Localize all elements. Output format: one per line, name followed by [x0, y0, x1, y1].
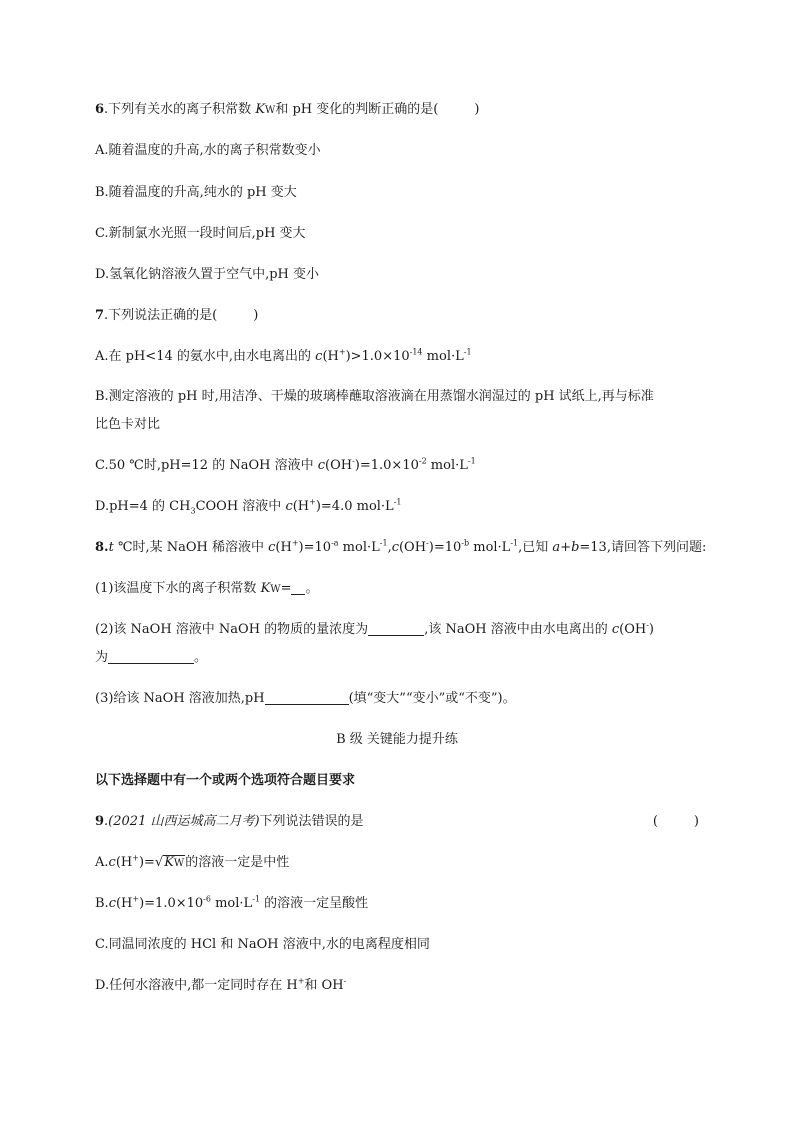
section-note: 以下选择题中有一个或两个选项符合题目要求 [95, 773, 356, 788]
answer-blank[interactable] [368, 621, 424, 636]
q7-option-b-line2: 比色卡对比 [95, 417, 161, 432]
q6-option-a: A.随着温度的升高,水的离子积常数变小 [95, 143, 321, 158]
answer-blank[interactable] [108, 649, 194, 664]
q6-stem: 6.下列有关水的离子积常数 KW和 pH 变化的判断正确的是( ) [95, 102, 480, 117]
q9-stem: 9.(2021 山西运城高二月考)下列说法错误的是 ( ) [95, 814, 699, 829]
q6-option-b: B.随着温度的升高,纯水的 pH 变大 [95, 185, 297, 200]
q9-option-a: A.c(H+)=√KW的溶液一定是中性 [95, 853, 290, 870]
q7-option-c: C.50 ℃时,pH=12 的 NaOH 溶液中 $c(OH^-)=1.0\times 10^{-2}$ $mol\cdot L^{-1}$ [95, 456, 476, 473]
q8-part-2-cont: 为 。 [95, 650, 208, 665]
q6-option-d: D.氢氧化钠溶液久置于空气中,pH 变小 [95, 267, 320, 282]
section-title: B 级 关键能力提升练 [336, 732, 458, 747]
q6-option-c: C.新制氯水光照一段时间后,pH 变大 [95, 226, 306, 241]
q8-stem: 8.t ℃时,某 NaOH 稀溶液中 $c(H^+)=10^{-a}$ $mol\cdot L^{-1},c(OH^-)=10^{-b}$ $mol\cdot L^{-1}$,已知 a+b=13,请回答下列问题: [95, 538, 707, 555]
q9-option-b: $B.c(H^+)=1.0\times 10^{-6}$ $mol\cdot L^{-1}$ 的溶液一定呈酸性 [95, 894, 369, 911]
sqrt-icon: √ [154, 855, 164, 870]
q9-option-d: D.任何水溶液中,都一定同时存在 H+和 OH- [95, 976, 347, 993]
q8-part-2: (2)该 NaOH 溶液中 NaOH 的物质的量浓度为 ,该 NaOH 溶液中由水电离出的 c(OH-) [95, 620, 654, 637]
answer-blank[interactable] [291, 580, 305, 595]
q8-part-3: (3)给该 NaOH 溶液加热,pH (填“变大”“变小”或“不变”)。 [95, 691, 516, 706]
q9-option-c: C.同温同浓度的 HCl 和 NaOH 溶液中,水的电离程度相同 [95, 937, 430, 952]
q8-part-1: (1)该温度下水的离子积常数 KW= 。 [95, 581, 319, 596]
q7-stem: 7.下列说法正确的是( ) [95, 308, 259, 323]
q7-option-b-line1: B.测定溶液的 pH 时,用洁净、干燥的玻璃棒蘸取溶液滴在用蒸馏水润湿过的 pH 试纸上,再与标准 [95, 389, 654, 404]
q7-option-d: D.pH=4 的 $CH_3COOH$ 溶液中 c(H+)=4.0 $mol\cdot L^{-1}$ [95, 497, 402, 516]
answer-blank[interactable] [265, 690, 349, 705]
q7-option-a: A.在 pH<14 的氨水中,由水电离出的 $c(H^+)>1.0\times 10^{-14}$ $mol\cdot L^{-1}$ [95, 347, 472, 364]
